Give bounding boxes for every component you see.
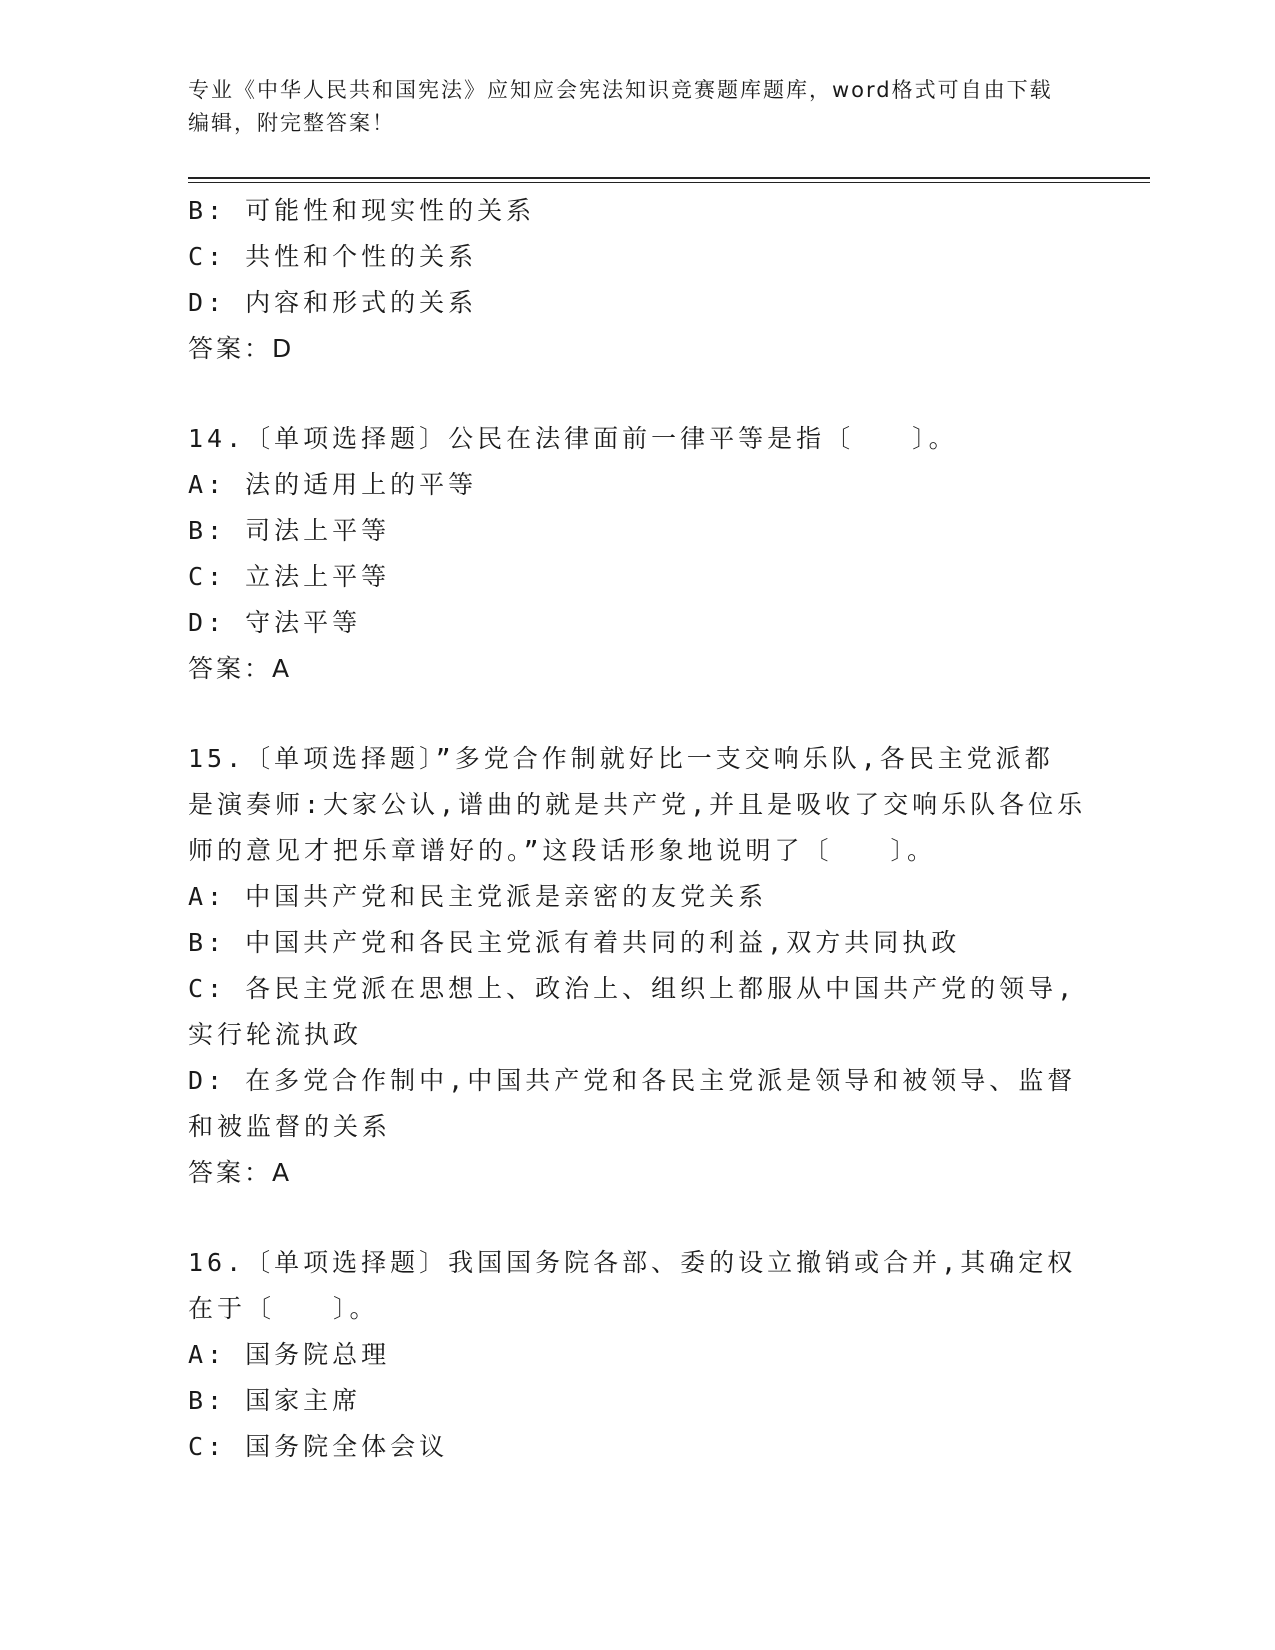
option-line: C: 各民主党派在思想上、政治上、组织上都服从中国共产党的领导, [188, 974, 1077, 1003]
question-text: 在于〔 〕。 [188, 1294, 379, 1323]
option-line: A: 法的适用上的平等 [188, 470, 478, 499]
option-line: C: 国务院全体会议 [188, 1432, 449, 1461]
question-text: 师的意见才把乐章谱好的。”这段话形象地说明了〔 〕。 [188, 836, 937, 865]
option-line: A: 国务院总理 [188, 1340, 391, 1369]
option-line: B: 中国共产党和各民主党派有着共同的利益,双方共同执政 [188, 928, 961, 957]
question-text: 16.〔单项选择题〕我国国务院各部、委的设立撤销或合并,其确定权 [188, 1248, 1077, 1277]
option-line: 和被监督的关系 [188, 1112, 392, 1141]
option-line: D: 内容和形式的关系 [188, 288, 478, 317]
document-header: 专业《中华人民共和国宪法》应知应会宪法知识竞赛题库题库，word格式可自由下载编辑，附完整答案！ [188, 78, 1053, 135]
question-text: 15.〔单项选择题〕”多党合作制就好比一支交响乐队,各民主党派都 [188, 744, 1054, 773]
option-line: 实行轮流执政 [188, 1020, 363, 1049]
option-line: C: 立法上平等 [188, 562, 391, 591]
answer-line: 答案：A [188, 654, 293, 683]
option-line: D: 守法平等 [188, 608, 362, 637]
answer-line: 答案：D [188, 334, 295, 363]
option-line: A: 中国共产党和民主党派是亲密的友党关系 [188, 882, 768, 911]
option-line: B: 可能性和现实性的关系 [188, 196, 536, 225]
option-line: B: 国家主席 [188, 1386, 362, 1415]
question-content [188, 188, 1088, 1470]
answer-line: 答案：A [188, 1158, 293, 1187]
question-text: 14.〔单项选择题〕公民在法律面前一律平等是指〔 〕。 [188, 424, 958, 453]
header-rule-thin [188, 182, 1150, 183]
option-line: D: 在多党合作制中,中国共产党和各民主党派是领导和被领导、监督 [188, 1066, 1077, 1095]
header-rule-thick [188, 177, 1150, 179]
option-line: B: 司法上平等 [188, 516, 391, 545]
option-line: C: 共性和个性的关系 [188, 242, 478, 271]
question-text: 是演奏师:大家公认,谱曲的就是共产党,并且是吸收了交响乐队各位乐 [188, 790, 1087, 819]
